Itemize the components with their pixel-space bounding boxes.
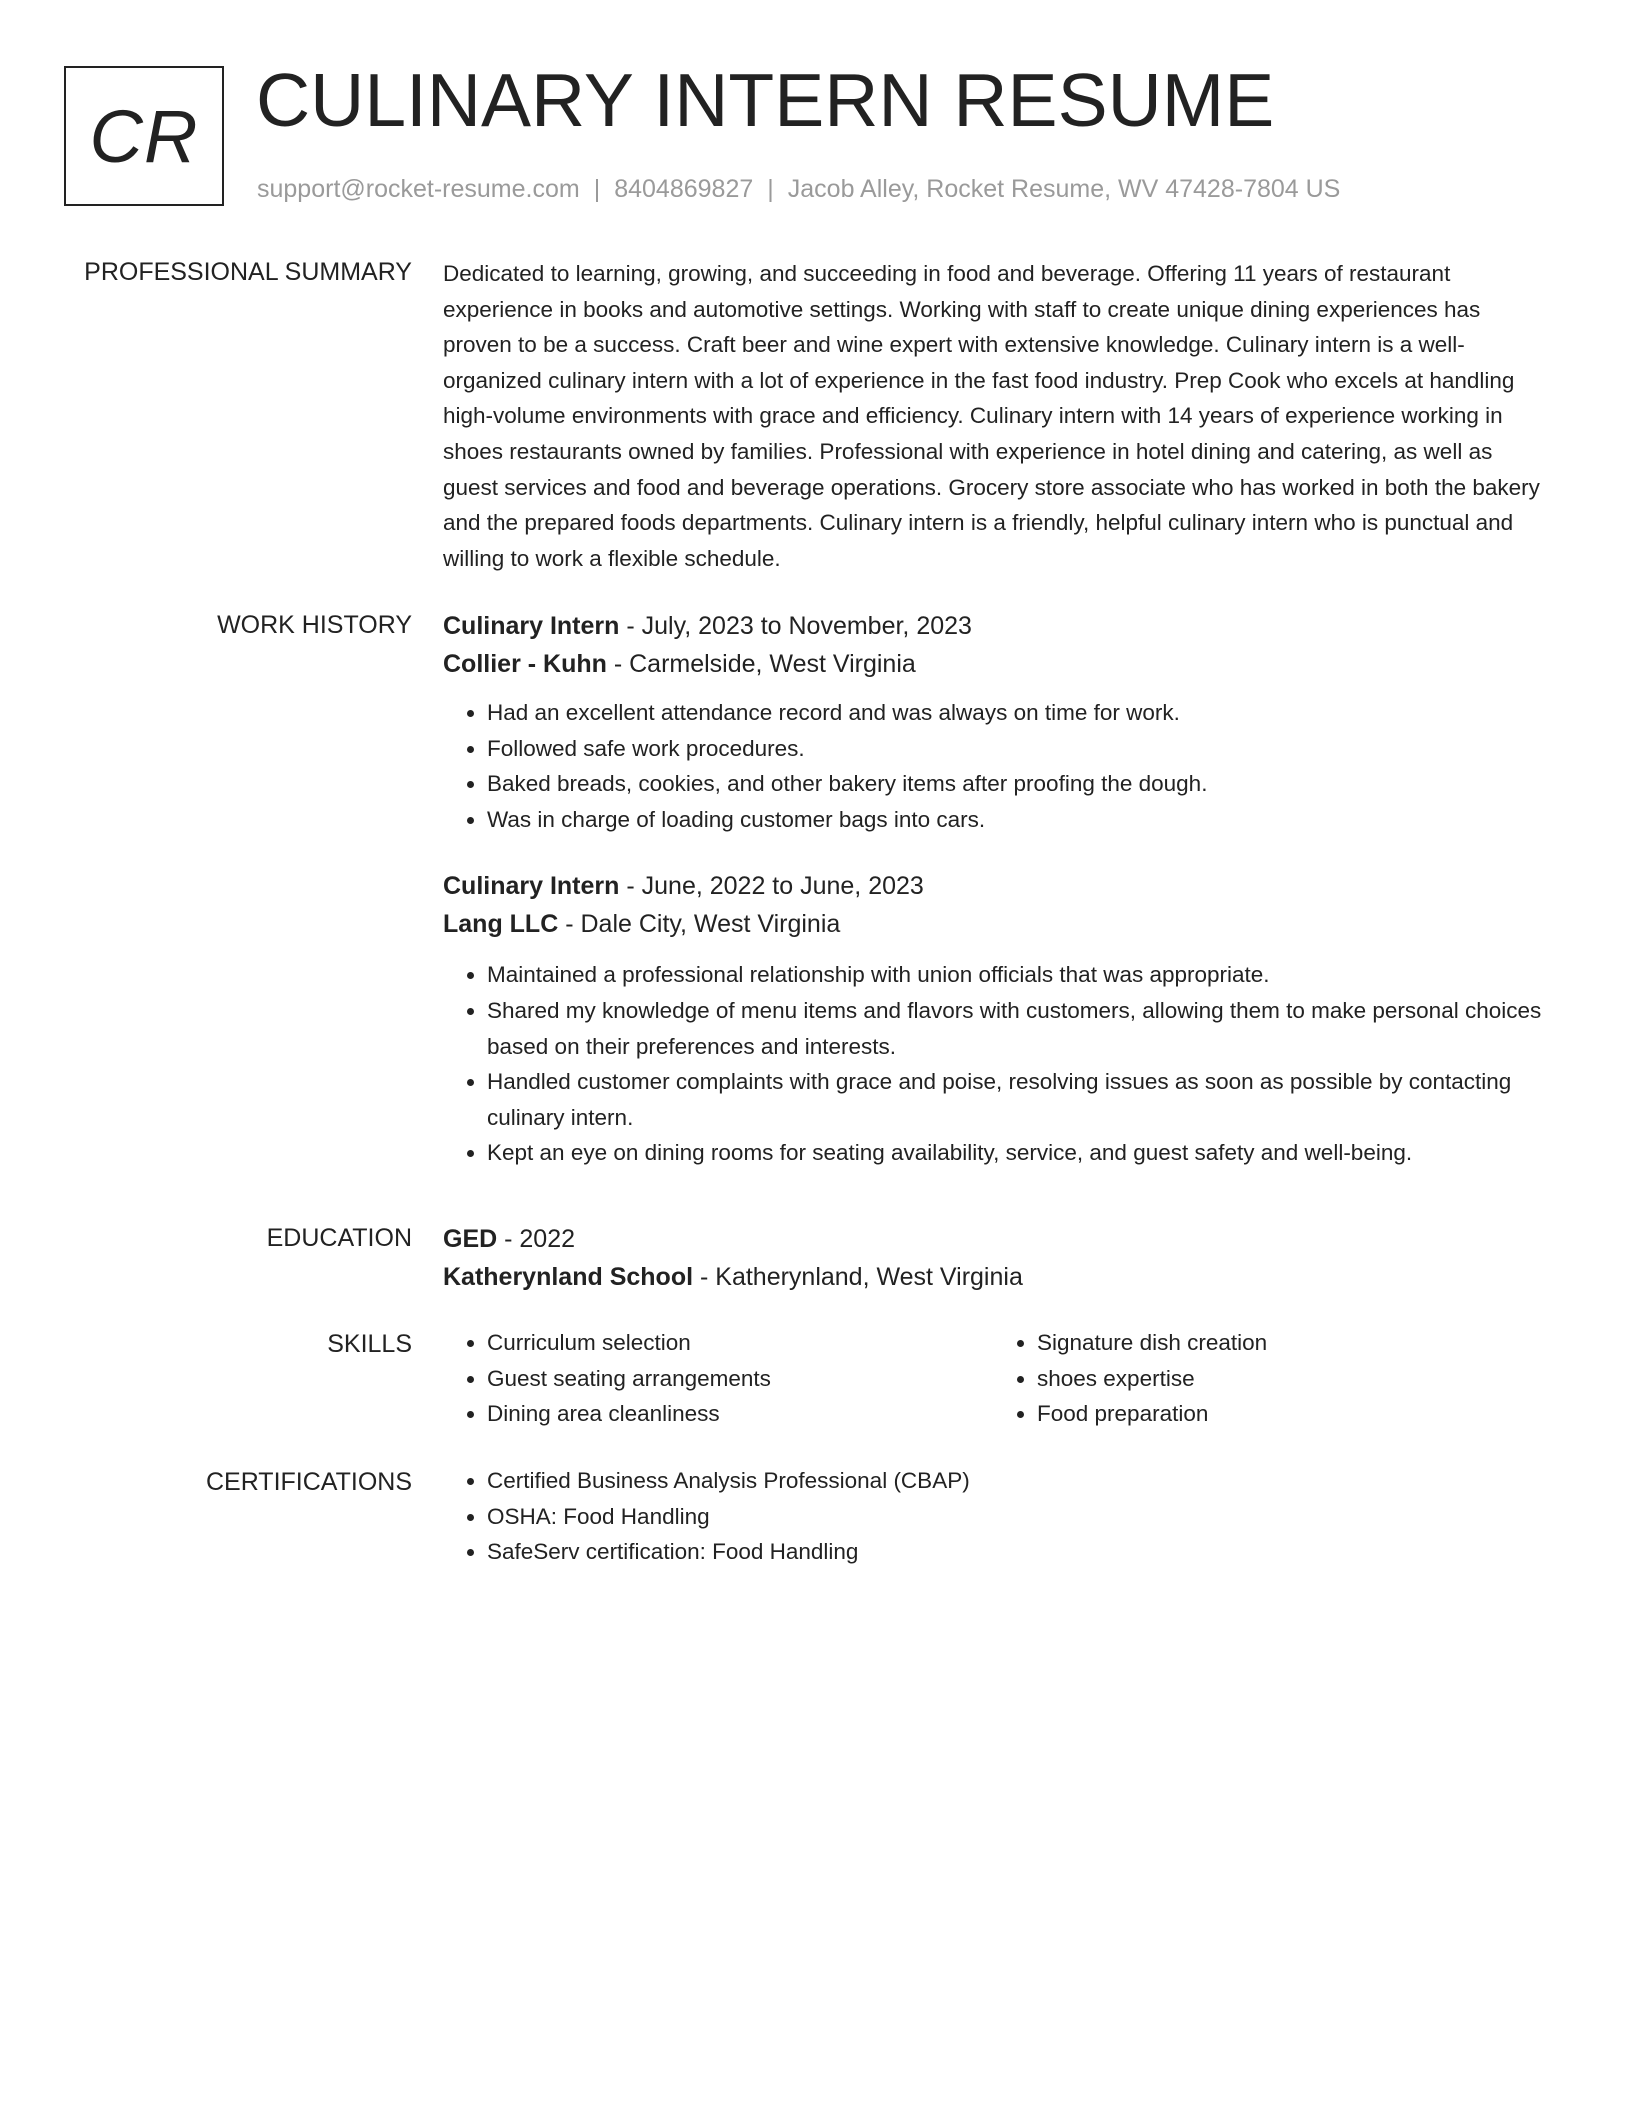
job-bullet: • Handled customer complaints with grace and poise, resolving issues as soon as possible by contacting culinary intern. <box>487 1064 1543 1135</box>
job-bullet: • Had an excellent attendance record and was always on time for work. <box>487 695 1543 731</box>
contact-email: support@rocket-resume.com <box>257 175 580 203</box>
section-heading-certifications: CERTIFICATIONS <box>205 1468 412 1496</box>
job-bullet: • Maintained a professional relationship with union officials that was appropriate. <box>487 957 1543 993</box>
job-dates: - June, 2022 to June, 2023 <box>619 872 924 901</box>
work-history-body <box>443 607 1543 1171</box>
contact-address: Jacob Alley, Rocket Resume, WV 47428-7804 US <box>787 175 1341 203</box>
skills-body <box>443 1325 1543 1432</box>
job-entry <box>443 867 1543 1171</box>
job-dates: - July, 2023 to November, 2023 <box>619 612 972 640</box>
job-company: Lang LLC <box>443 910 559 939</box>
job-title: Culinary Intern <box>443 872 620 901</box>
section-heading-education: EDUCATION <box>266 1224 412 1252</box>
job-bullet: • Shared my knowledge of menu items and flavors with customers, allowing them to make personal choices based on their preferences and interests. <box>487 993 1543 1064</box>
skill-item: • Signature dish creation <box>1037 1325 1543 1361</box>
job-company: Collier - Kuhn <box>443 650 607 678</box>
job-bullets <box>443 695 1543 837</box>
education-degree: GED <box>443 1225 498 1253</box>
contact-separator: | <box>767 175 774 203</box>
job-bullet: • Baked breads, cookies, and other bakery items after proofing the dough. <box>487 766 1543 802</box>
job-company-line <box>443 905 1543 943</box>
education-body <box>443 1220 1543 1296</box>
education-year: - 2022 <box>497 1225 576 1253</box>
certifications-list <box>443 1463 1543 1570</box>
contact-separator: | <box>593 175 601 203</box>
skill-item: • Guest seating arrangements <box>487 1361 993 1397</box>
skill-item: • Curriculum selection <box>487 1325 993 1361</box>
education-degree-line <box>443 1220 1543 1258</box>
job-bullet: • Kept an eye on dining rooms for seating availability, service, and guest safety and well-being. <box>487 1135 1543 1171</box>
job-location: - Dale City, West Virginia <box>558 910 841 939</box>
education-school: Katherynland School <box>443 1263 694 1291</box>
section-heading-work-history: WORK HISTORY <box>217 611 412 639</box>
education-location: - Katherynland, West Virginia <box>693 1263 1023 1291</box>
job-bullet: • Was in charge of loading customer bags into cars. <box>487 802 1543 838</box>
skill-item: • shoes expertise <box>1037 1361 1543 1397</box>
contact-line <box>257 173 1340 205</box>
certifications-body <box>443 1463 1543 1570</box>
skill-item: • Dining area cleanliness <box>487 1396 993 1432</box>
skills-column-right <box>993 1325 1543 1432</box>
certification-item: • SafeServ certification: Food Handling <box>487 1534 1543 1570</box>
resume-title: CULINARY INTERN RESUME <box>256 58 1275 142</box>
job-location: - Carmelside, West Virginia <box>606 650 916 678</box>
contact-phone: 8404869827 <box>614 175 754 203</box>
section-heading-summary: PROFESSIONAL SUMMARY <box>84 258 412 286</box>
summary-text: Dedicated to learning, growing, and succeeding in food and beverage. Offering 11 years of restaurant experience in books and automotive settings. Working with staff to create unique dining experiences has proven to be a success. Craft beer and wine expert with extensive knowledge. Culinary intern is a well-organized culinary intern with a lot of experience in the fast food industry. Prep Cook who excels at handling high-volume environments with grace and efficiency. Culinary intern with 14 years of experience working in shoes restaurants owned by families. Professional with experience in hotel dining and catering, as well as guest services and food and beverage operations. Grocery store associate who has worked in both the bakery and the prepared foods departments. Culinary intern is a friendly, helpful culinary intern who is punctual and willing to work a flexible schedule. <box>443 261 1540 571</box>
certification-item: • Certified Business Analysis Professional (CBAP) <box>487 1463 1543 1499</box>
education-school-line <box>443 1258 1543 1296</box>
skill-item: • Food preparation <box>1037 1396 1543 1432</box>
job-title-line <box>443 867 1543 905</box>
certification-item: • OSHA: Food Handling <box>487 1499 1543 1535</box>
section-heading-skills: SKILLS <box>327 1330 412 1358</box>
skills-column-left <box>443 1325 993 1432</box>
job-bullet: • Followed safe work procedures. <box>487 731 1543 767</box>
job-title-line <box>443 607 1543 645</box>
job-bullets <box>443 957 1543 1171</box>
job-title: Culinary Intern <box>443 612 620 640</box>
summary-body <box>443 256 1543 576</box>
job-company-line <box>443 645 1543 683</box>
monogram-logo: CR <box>64 66 224 206</box>
job-entry <box>443 607 1543 837</box>
